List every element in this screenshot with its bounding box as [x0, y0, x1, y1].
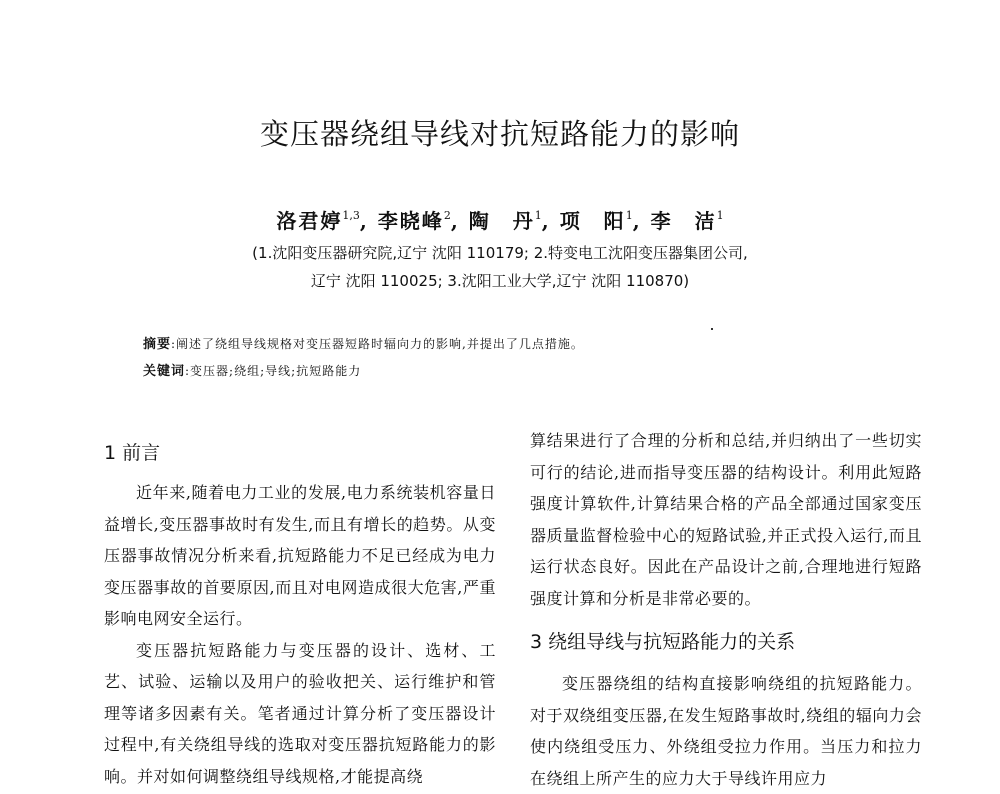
right-column	[530, 425, 922, 794]
author-name: 李晓峰	[377, 209, 444, 233]
keywords-label: 关键词	[143, 364, 186, 379]
body-paragraph: 变压器抗短路能力与变压器的设计、选材、工艺、试验、运输以及用户的验收把关、运行维护和管理等诸多因素有关。笔者通过计算分析了变压器设计过程中,有关绕组导线的选取对变压器抗短路能力的影响。并对如何调整绕组导线规格,才能提高绕	[104, 640, 496, 786]
author-separator: ,	[632, 209, 642, 233]
body-paragraph: 变压器绕组的结构直接影响绕组的抗短路能力。对于双绕组变压器,在发生短路事故时,绕组的辐向力会使内绕组受压力、外绕组受拉力作用。当压力和拉力在绕组上所产生的应力大于导线许用应力	[530, 674, 922, 788]
author-affiliation-mark: 1	[716, 209, 724, 222]
section-heading-introduction: 1 前言	[104, 442, 161, 464]
left-column	[104, 425, 496, 792]
abstract-text: :阐述了绕组导线规格对变压器短路时辐向力的影响,并提出了几点措施。	[171, 337, 584, 351]
abstract-label: 摘要	[143, 337, 172, 352]
author-name: 洛君婷	[276, 209, 343, 233]
body-paragraph-continued: 算结果进行了合理的分析和总结,并归纳出了一些切实可行的结论,进而指导变压器的结构设计。利用此短路强度计算软件,计算结果合格的产品全部通过国家变压器质量监督检验中心的短路试验,并正式投入运行,而且运行状态良好。因此在产品设计之前,合理地进行短路强度计算和分析是非常必要的。	[530, 431, 922, 608]
author-affiliation-mark: 2	[443, 209, 451, 222]
author-name: 陶 丹	[468, 209, 535, 233]
body-paragraph: 近年来,随着电力工业的发展,电力系统装机容量日益增长,变压器事故时有发生,而且有增长的趋势。从变压器事故情况分析来看,抗短路能力不足已经成为电力变压器事故的首要原因,而且对电网造成很大危害,严重影响电网安全运行。	[104, 483, 496, 628]
author-list	[0, 205, 1000, 234]
author-affiliation-mark: 1	[625, 209, 633, 222]
section-heading-3: 3 绕组导线与抗短路能力的关系	[530, 631, 796, 653]
scan-speck	[711, 328, 713, 330]
keywords-text: :变压器;绕组;导线;抗短路能力	[185, 364, 362, 378]
author-affiliation-mark: 1,3	[342, 209, 360, 222]
author-name: 李 洁	[650, 209, 717, 233]
author-separator: ,	[541, 209, 551, 233]
paper-title: 变压器绕组导线对抗短路能力的影响	[259, 117, 740, 151]
author-affiliation-mark: 1	[534, 209, 542, 222]
author-name: 项 阳	[559, 209, 626, 233]
affiliation-line-2: 辽宁 沈阳 110025; 3.沈阳工业大学,辽宁 沈阳 110870)	[310, 272, 690, 290]
author-separator: ,	[359, 209, 369, 233]
keywords	[143, 360, 361, 379]
author-separator: ,	[450, 209, 460, 233]
abstract	[143, 333, 584, 352]
affiliation-line-1: (1.沈阳变压器研究院,辽宁 沈阳 110179; 2.特变电工沈阳变压器集团公司,	[252, 244, 748, 262]
